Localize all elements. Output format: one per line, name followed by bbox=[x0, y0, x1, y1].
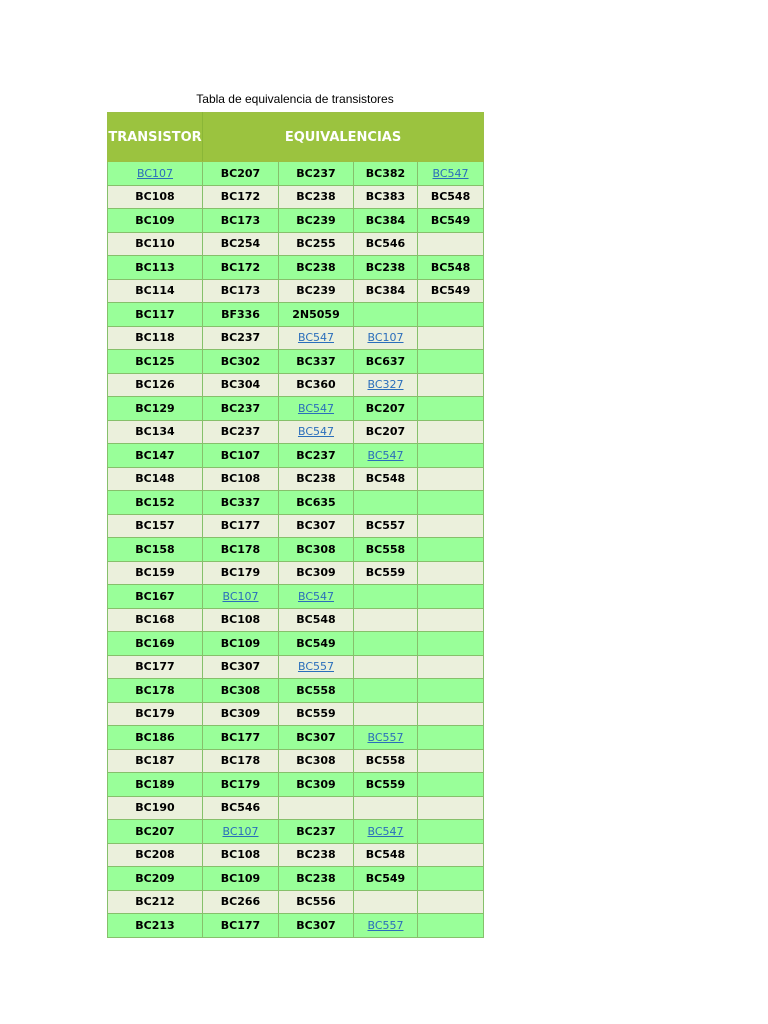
equivalent-cell bbox=[354, 702, 418, 726]
equivalent-cell: BC207 bbox=[354, 397, 418, 421]
table-row bbox=[108, 162, 484, 186]
equivalent-cell: BC307 bbox=[279, 514, 354, 538]
equivalent-cell bbox=[418, 655, 484, 679]
equivalent-link[interactable]: BC107 bbox=[222, 589, 259, 603]
table-row bbox=[108, 185, 484, 209]
equivalent-cell bbox=[418, 867, 484, 891]
table-row bbox=[108, 491, 484, 515]
table-row bbox=[108, 867, 484, 891]
equivalent-link[interactable]: BC327 bbox=[367, 378, 404, 392]
equivalent-cell bbox=[418, 444, 484, 468]
equivalent-cell: BC239 bbox=[279, 279, 354, 303]
transistor-cell: BC167 bbox=[108, 585, 203, 609]
transistor-cell: BC113 bbox=[108, 256, 203, 280]
table-row bbox=[108, 279, 484, 303]
equivalent-cell bbox=[418, 561, 484, 585]
table-row bbox=[108, 420, 484, 444]
equivalent-cell: BC179 bbox=[203, 561, 279, 585]
equivalent-cell[interactable] bbox=[203, 820, 279, 844]
table-row bbox=[108, 538, 484, 562]
equivalent-cell: BC548 bbox=[354, 467, 418, 491]
equivalent-cell bbox=[354, 585, 418, 609]
equivalent-link[interactable]: BC547 bbox=[297, 425, 335, 439]
equivalent-cell: BC238 bbox=[279, 843, 354, 867]
equivalent-cell: BC239 bbox=[279, 209, 354, 233]
table-row bbox=[108, 632, 484, 656]
equivalent-cell: BC360 bbox=[279, 373, 354, 397]
equivalent-cell: BC177 bbox=[203, 514, 279, 538]
transistor-cell: BC208 bbox=[108, 843, 203, 867]
table-title: Tabla de equivalencia de transistores bbox=[196, 92, 394, 106]
transistor-cell: BC159 bbox=[108, 561, 203, 585]
transistor-cell: BC189 bbox=[108, 773, 203, 797]
transistor-cell: BC179 bbox=[108, 702, 203, 726]
equivalent-link[interactable]: BC107 bbox=[367, 331, 404, 345]
equivalent-cell[interactable] bbox=[279, 585, 354, 609]
equivalent-cell: BC108 bbox=[203, 843, 279, 867]
equivalent-cell: BC177 bbox=[203, 726, 279, 750]
equivalent-cell bbox=[418, 843, 484, 867]
table-row bbox=[108, 843, 484, 867]
table-header-row bbox=[108, 113, 484, 162]
equivalent-cell: BC238 bbox=[279, 467, 354, 491]
equivalent-cell: BC548 bbox=[418, 256, 484, 280]
table-row bbox=[108, 679, 484, 703]
transistor-cell: BC152 bbox=[108, 491, 203, 515]
equivalent-cell: BC109 bbox=[203, 867, 279, 891]
equivalent-cell[interactable] bbox=[354, 914, 418, 938]
equivalent-cell bbox=[354, 796, 418, 820]
equivalent-link[interactable]: BC547 bbox=[297, 589, 335, 603]
transistor-cell: BC108 bbox=[108, 185, 203, 209]
transistor-cell: BC213 bbox=[108, 914, 203, 938]
equivalent-cell: BC559 bbox=[354, 773, 418, 797]
equivalent-cell: BC549 bbox=[418, 209, 484, 233]
equivalent-cell: BC107 bbox=[203, 444, 279, 468]
equivalent-cell bbox=[418, 820, 484, 844]
equivalent-cell: BF336 bbox=[203, 303, 279, 327]
equivalent-cell: BC237 bbox=[203, 397, 279, 421]
equivalent-cell: BC548 bbox=[354, 843, 418, 867]
equivalent-cell bbox=[418, 749, 484, 773]
equivalent-cell[interactable] bbox=[418, 162, 484, 186]
equivalent-cell: BC559 bbox=[354, 561, 418, 585]
equivalent-link[interactable]: BC547 bbox=[367, 448, 404, 462]
equivalent-cell bbox=[418, 632, 484, 656]
equivalent-link[interactable]: BC557 bbox=[367, 730, 404, 744]
transistor-cell: BC178 bbox=[108, 679, 203, 703]
equivalent-cell: BC384 bbox=[354, 209, 418, 233]
transistor-cell: BC109 bbox=[108, 209, 203, 233]
equivalent-cell: BC238 bbox=[279, 256, 354, 280]
equivalent-cell bbox=[354, 890, 418, 914]
equivalent-link[interactable]: BC547 bbox=[297, 331, 335, 345]
equivalent-link[interactable]: BC557 bbox=[297, 660, 335, 674]
equivalent-cell[interactable] bbox=[354, 326, 418, 350]
equivalent-cell: BC304 bbox=[203, 373, 279, 397]
equivalent-link[interactable]: BC107 bbox=[222, 824, 259, 838]
transistor-cell: BC118 bbox=[108, 326, 203, 350]
equivalent-cell: BC237 bbox=[279, 162, 354, 186]
table-row bbox=[108, 749, 484, 773]
table-row bbox=[108, 561, 484, 585]
equivalent-cell: BC384 bbox=[354, 279, 418, 303]
equivalent-cell: BC307 bbox=[279, 726, 354, 750]
equivalent-cell: BC308 bbox=[203, 679, 279, 703]
transistor-cell: BC148 bbox=[108, 467, 203, 491]
equivalent-cell: BC635 bbox=[279, 491, 354, 515]
equivalent-cell bbox=[418, 585, 484, 609]
equivalent-cell bbox=[418, 420, 484, 444]
equivalent-cell: BC178 bbox=[203, 749, 279, 773]
table-row bbox=[108, 608, 484, 632]
transistor-cell: BC207 bbox=[108, 820, 203, 844]
transistor-cell: BC114 bbox=[108, 279, 203, 303]
equivalent-cell[interactable] bbox=[354, 820, 418, 844]
equivalent-cell: BC307 bbox=[279, 914, 354, 938]
equivalent-cell bbox=[418, 773, 484, 797]
equivalent-cell bbox=[279, 796, 354, 820]
equivalent-cell: BC237 bbox=[279, 820, 354, 844]
equivalent-cell bbox=[418, 726, 484, 750]
equivalent-cell: BC337 bbox=[203, 491, 279, 515]
equivalent-cell bbox=[354, 608, 418, 632]
equivalent-cell bbox=[354, 491, 418, 515]
table-body bbox=[108, 162, 484, 938]
equivalent-cell: BC383 bbox=[354, 185, 418, 209]
equivalent-cell bbox=[354, 655, 418, 679]
equivalent-cell: BC557 bbox=[354, 514, 418, 538]
equivalent-cell: BC637 bbox=[354, 350, 418, 374]
equivalent-cell[interactable] bbox=[279, 420, 354, 444]
equivalent-cell bbox=[418, 702, 484, 726]
equivalent-cell: BC308 bbox=[279, 538, 354, 562]
table-row bbox=[108, 585, 484, 609]
table-row bbox=[108, 232, 484, 256]
equivalent-link[interactable]: BC557 bbox=[367, 918, 404, 932]
equivalent-cell[interactable] bbox=[354, 373, 418, 397]
equivalent-cell: BC309 bbox=[203, 702, 279, 726]
equivalent-cell: BC556 bbox=[279, 890, 354, 914]
equivalent-cell: BC172 bbox=[203, 256, 279, 280]
equivalent-cell bbox=[418, 326, 484, 350]
table-row bbox=[108, 373, 484, 397]
equivalent-cell: BC237 bbox=[279, 444, 354, 468]
transistor-cell[interactable] bbox=[108, 162, 203, 186]
equivalent-cell bbox=[418, 491, 484, 515]
equivalent-cell: BC549 bbox=[354, 867, 418, 891]
equivalent-cell bbox=[418, 914, 484, 938]
header-transistor: TRANSISTOR bbox=[108, 113, 203, 162]
equivalent-cell bbox=[354, 679, 418, 703]
equivalent-cell: BC558 bbox=[279, 679, 354, 703]
equivalent-cell bbox=[418, 890, 484, 914]
equivalent-cell: BC237 bbox=[203, 420, 279, 444]
equivalent-cell: BC309 bbox=[279, 561, 354, 585]
equivalent-cell bbox=[418, 538, 484, 562]
equivalence-table bbox=[107, 112, 484, 938]
table-row bbox=[108, 209, 484, 233]
equivalent-cell[interactable] bbox=[203, 585, 279, 609]
transistor-cell: BC186 bbox=[108, 726, 203, 750]
table-row bbox=[108, 726, 484, 750]
transistor-cell: BC117 bbox=[108, 303, 203, 327]
equivalent-cell: BC558 bbox=[354, 538, 418, 562]
equivalent-cell bbox=[418, 679, 484, 703]
transistor-cell: BC177 bbox=[108, 655, 203, 679]
transistor-cell: BC187 bbox=[108, 749, 203, 773]
equivalent-cell: BC266 bbox=[203, 890, 279, 914]
transistor-cell: BC134 bbox=[108, 420, 203, 444]
equivalent-cell[interactable] bbox=[354, 444, 418, 468]
transistor-cell: BC212 bbox=[108, 890, 203, 914]
equivalent-cell[interactable] bbox=[279, 397, 354, 421]
equivalent-cell bbox=[418, 608, 484, 632]
equivalent-link[interactable]: BC547 bbox=[297, 401, 335, 415]
equivalent-cell[interactable] bbox=[279, 326, 354, 350]
table-row bbox=[108, 820, 484, 844]
transistor-cell: BC110 bbox=[108, 232, 203, 256]
table-row bbox=[108, 256, 484, 280]
header-equivalencias: EQUIVALENCIAS bbox=[203, 113, 484, 162]
equivalent-link[interactable]: BC547 bbox=[432, 166, 469, 180]
table-row bbox=[108, 444, 484, 468]
equivalent-cell: BC308 bbox=[279, 749, 354, 773]
equivalent-cell: BC207 bbox=[354, 420, 418, 444]
equivalent-cell: BC559 bbox=[279, 702, 354, 726]
equivalent-cell bbox=[354, 303, 418, 327]
equivalent-cell: BC255 bbox=[279, 232, 354, 256]
transistor-cell: BC147 bbox=[108, 444, 203, 468]
transistor-cell: BC157 bbox=[108, 514, 203, 538]
equivalent-cell: BC237 bbox=[203, 326, 279, 350]
transistor-link[interactable]: BC107 bbox=[136, 166, 174, 180]
equivalent-cell bbox=[418, 397, 484, 421]
equivalent-cell: BC549 bbox=[418, 279, 484, 303]
table-row bbox=[108, 890, 484, 914]
equivalent-cell: BC178 bbox=[203, 538, 279, 562]
equivalent-cell: BC179 bbox=[203, 773, 279, 797]
transistor-cell: BC168 bbox=[108, 608, 203, 632]
equivalent-cell: BC382 bbox=[354, 162, 418, 186]
table-row bbox=[108, 655, 484, 679]
table-row bbox=[108, 702, 484, 726]
table-row bbox=[108, 914, 484, 938]
equivalent-cell: BC238 bbox=[354, 256, 418, 280]
equivalent-cell bbox=[418, 350, 484, 374]
equivalent-cell bbox=[418, 373, 484, 397]
equivalent-cell: BC109 bbox=[203, 632, 279, 656]
equivalent-cell: BC172 bbox=[203, 185, 279, 209]
equivalent-cell bbox=[418, 467, 484, 491]
equivalent-cell: BC558 bbox=[354, 749, 418, 773]
equivalent-cell: BC546 bbox=[354, 232, 418, 256]
transistor-cell: BC125 bbox=[108, 350, 203, 374]
equivalent-cell: BC307 bbox=[203, 655, 279, 679]
equivalent-cell: BC546 bbox=[203, 796, 279, 820]
transistor-cell: BC209 bbox=[108, 867, 203, 891]
table-row bbox=[108, 397, 484, 421]
equivalent-cell[interactable] bbox=[354, 726, 418, 750]
table-row bbox=[108, 467, 484, 491]
equivalent-cell: BC337 bbox=[279, 350, 354, 374]
table-row bbox=[108, 350, 484, 374]
equivalent-cell: BC173 bbox=[203, 279, 279, 303]
transistor-cell: BC158 bbox=[108, 538, 203, 562]
equivalent-cell: BC207 bbox=[203, 162, 279, 186]
equivalent-cell bbox=[354, 632, 418, 656]
equivalent-link[interactable]: BC547 bbox=[367, 824, 404, 838]
equivalent-cell: BC548 bbox=[418, 185, 484, 209]
equivalent-cell: BC548 bbox=[279, 608, 354, 632]
equivalent-cell bbox=[418, 796, 484, 820]
transistor-cell: BC126 bbox=[108, 373, 203, 397]
transistor-cell: BC190 bbox=[108, 796, 203, 820]
transistor-cell: BC129 bbox=[108, 397, 203, 421]
table-row bbox=[108, 773, 484, 797]
equivalent-cell[interactable] bbox=[279, 655, 354, 679]
transistor-cell: BC169 bbox=[108, 632, 203, 656]
equivalent-cell: BC173 bbox=[203, 209, 279, 233]
equivalent-cell: BC254 bbox=[203, 232, 279, 256]
equivalent-cell: BC108 bbox=[203, 467, 279, 491]
table-row bbox=[108, 514, 484, 538]
equivalent-cell: BC177 bbox=[203, 914, 279, 938]
equivalent-cell bbox=[418, 232, 484, 256]
equivalent-cell: BC309 bbox=[279, 773, 354, 797]
equivalent-cell bbox=[418, 303, 484, 327]
equivalent-cell: BC238 bbox=[279, 185, 354, 209]
equivalent-cell: BC238 bbox=[279, 867, 354, 891]
equivalent-cell: BC108 bbox=[203, 608, 279, 632]
equivalent-cell: 2N5059 bbox=[279, 303, 354, 327]
equivalent-cell: BC549 bbox=[279, 632, 354, 656]
table-row bbox=[108, 326, 484, 350]
table-row bbox=[108, 796, 484, 820]
equivalent-cell bbox=[418, 514, 484, 538]
table-row bbox=[108, 303, 484, 327]
equivalent-cell: BC302 bbox=[203, 350, 279, 374]
